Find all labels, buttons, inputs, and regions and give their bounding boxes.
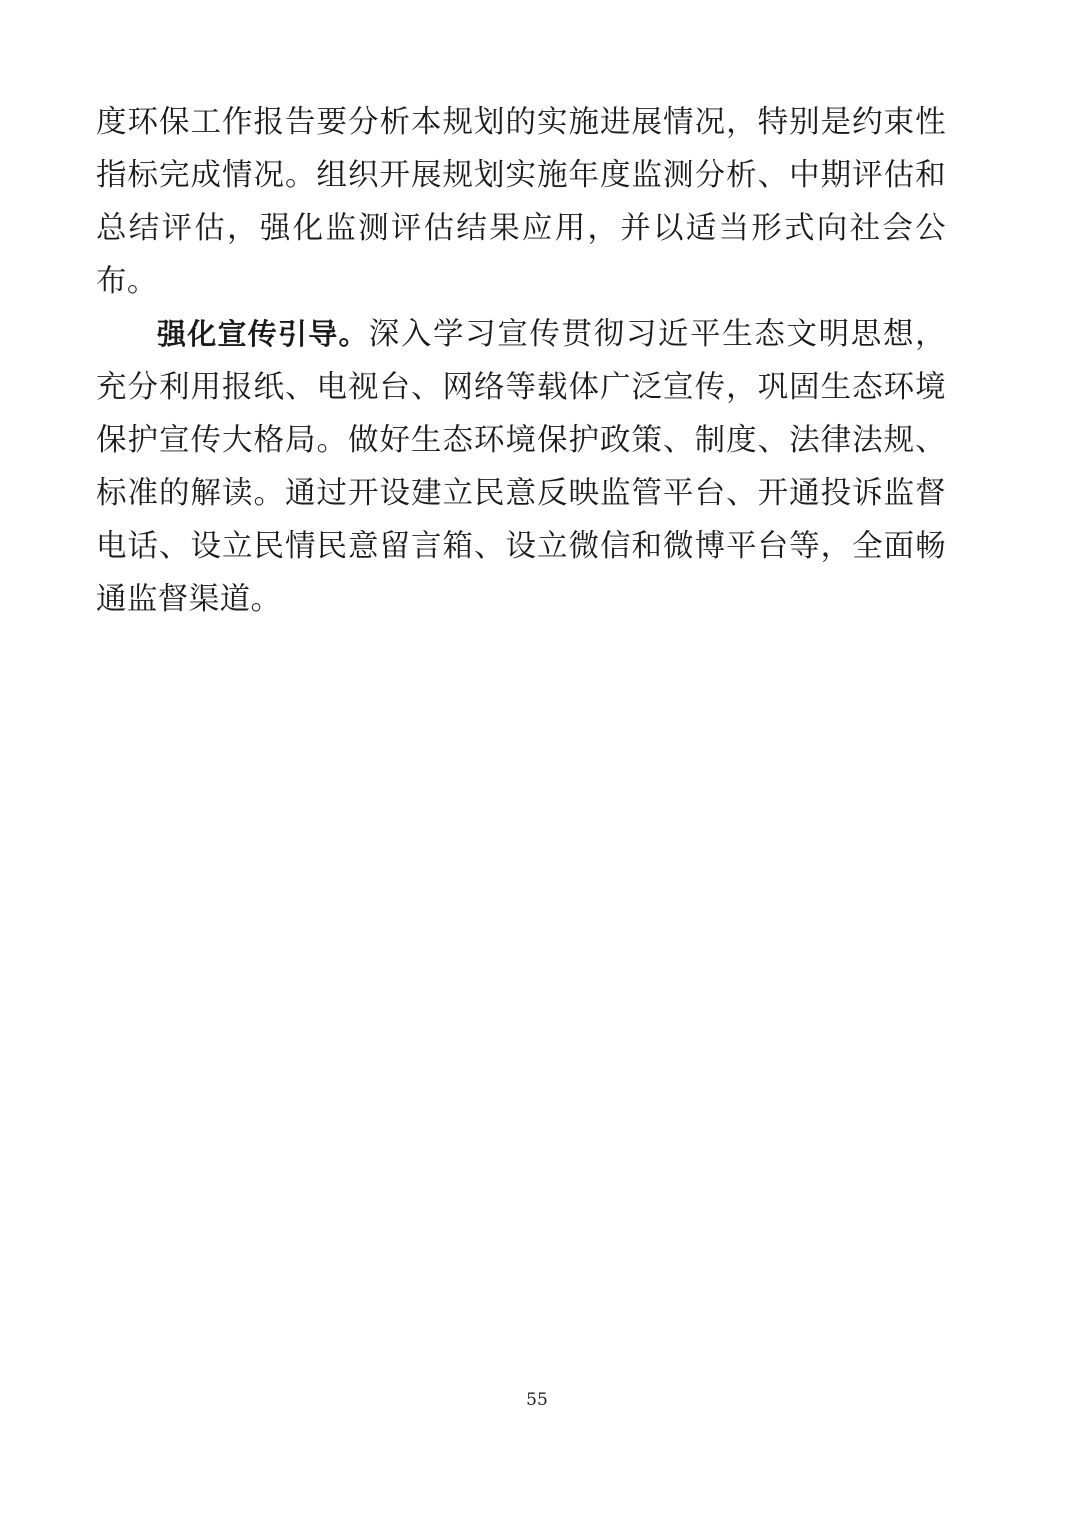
page-number: 55 xyxy=(526,1390,548,1410)
document-body xyxy=(96,96,946,626)
paragraph-publicity-lead: 强化宣传引导。 xyxy=(157,317,369,351)
paragraph-publicity-text: 深入学习宣传贯彻习近平生态文明思想，充分利用报纸、电视台、网络等载体广泛宣传，巩固生态环境保护宣传大格局。做好生态环境保护政策、制度、法律法规、标准的解读。通过开设建立民意反映监管平台、开通投诉监督电话、设立民情民意留言箱、设立微信和微博平台等，全面畅通监督渠道。 xyxy=(96,317,946,617)
paragraph-continued-text: 度环保工作报告要分析本规划的实施进展情况，特别是约束性指标完成情况。组织开展规划实施年度监测分析、中期评估和总结评估，强化监测评估结果应用，并以适当形式向社会公布。 xyxy=(96,105,946,299)
paragraph-continued xyxy=(96,96,946,308)
paragraph-publicity xyxy=(96,308,946,626)
